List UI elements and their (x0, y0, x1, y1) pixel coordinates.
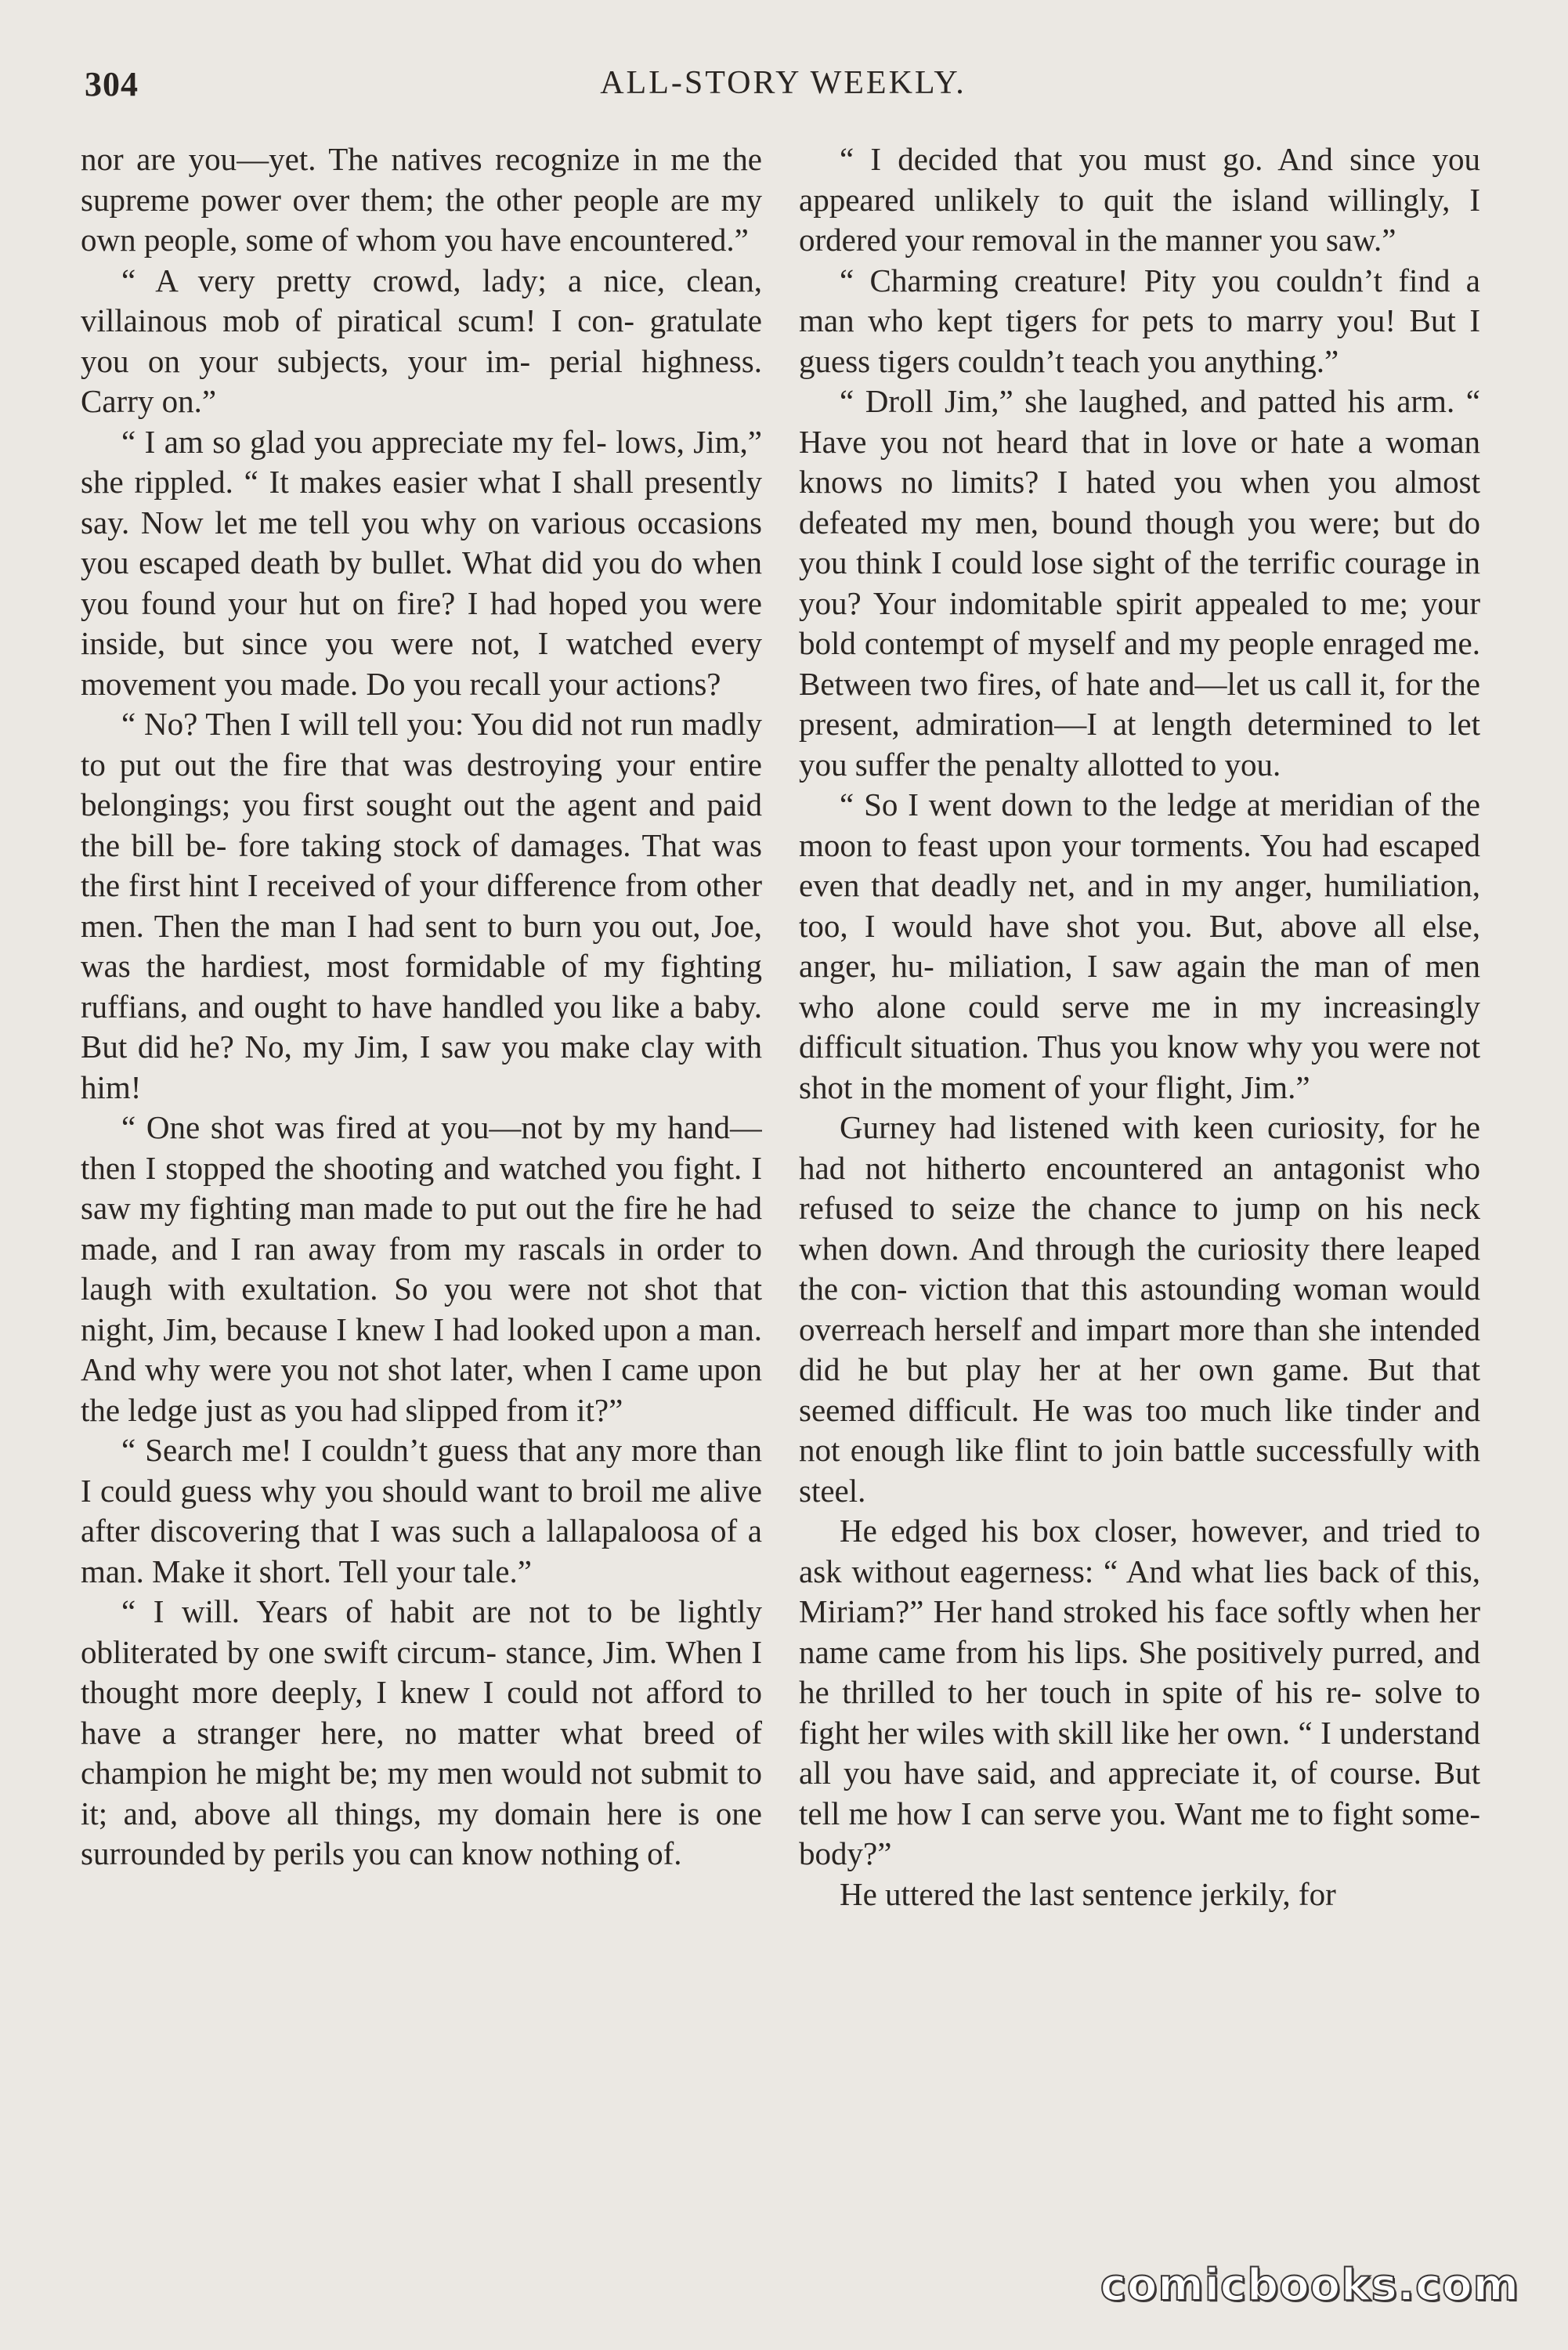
paragraph: “ So I went down to the ledge at meridian of the moon to feast upon your torments. You had escaped even that deadly net, and in my anger, humiliation, too, I would have shot you. But, above all else, anger, hu- miliation, I saw again the man of men who alone could serve me in my increasingly difficult situation. Thus you know why you were not shot in the moment of your flight, Jim.” (799, 786, 1480, 1105)
page-number: 304 (85, 65, 139, 103)
paragraph: He edged his box closer, however, and tried to ask without eagerness: “ And what lies back of this, Miriam?” Her hand stroked his face softly when her name came from his lips. She positively purred, and he thrilled to her touch in spite of his re- solve to fight her wiles with skill like her own. “ I understand all you have said, and appreciate it, of course. But tell me how I can serve you. Want me to fight some- body?” (799, 1513, 1480, 1871)
paragraph: “ I am so glad you appreciate my fel- lows, Jim,” she rippled. “ It makes easier what I shall presently say. Now let me tell you why on various occasions you escaped death by bullet. What did you do when you found your hut on fire? I had hoped you were inside, but since you were not, I watched every movement you made. Do you recall your actions? (81, 423, 762, 702)
paragraph: “ Droll Jim,” she laughed, and patted his arm. “ Have you not heard that in love or hate a woman knows no limits? I hated you when you almost defeated my men, bound though you were; but do you think I could lose sight of the terrific courage in you? Your indomitable spirit appealed to me; your bold contempt of myself and my people enraged me. Between two fires, of hate and—let us call it, for the present, admiration—I at length determined to let you suffer the penalty allotted to you. (799, 383, 1480, 783)
right-column (799, 139, 1480, 2286)
paragraph: He uttered the last sentence jerkily, for (840, 1875, 1336, 1912)
paragraph: “ A very pretty crowd, lady; a nice, clean, villainous mob of piratical scum! I con- gratulate you on your subjects, your im- perial highness. Carry on.” (81, 262, 762, 419)
paragraph: “ Search me! I couldn’t guess that any more than I could guess why you should want to broil me alive after discovering that I was such a lallapaloosa of a man. Make it short. Tell your tale.” (81, 1432, 762, 1589)
running-title: ALL-STORY WEEKLY. (600, 65, 966, 101)
paragraph: “ I will. Years of habit are not to be lightly obliterated by one swift circum- stance, Jim. When I thought more deeply, I knew I could not afford to have a stranger here, no matter what breed of champion he might be; my men would not submit to it; and, above all things, my domain here is one surrounded by perils you can know nothing of. (81, 1593, 762, 1871)
page-header (78, 64, 1488, 119)
paragraph: nor are you—yet. The natives recognize in me the supreme power over them; the other people are my own people, some of whom you have encountered.” (81, 141, 762, 258)
paragraph: “ One shot was fired at you—not by my hand—then I stopped the shooting and watched you fight. I saw my fighting man made to put out the fire he had made, and I ran away from my rascals in order to laugh with exultation. So you were not shot that night, Jim, because I knew I had looked upon a man. And why were you not shot later, when I came upon the ledge just as you had slipped from it?” (81, 1109, 762, 1428)
left-column (81, 139, 762, 2286)
paragraph: Gurney had listened with keen curiosity, for he had not hitherto encountered an antagonist who refused to seize the chance to jump on his neck when down. And through the curiosity there leaped the con- viction that this astounding woman would overreach herself and impart more than she intended did he but play her at her own game. But that seemed difficult. He was too much like tinder and not enough like flint to join battle successfully with steel. (799, 1109, 1480, 1509)
paragraph: “ I decided that you must go. And since you appeared unlikely to quit the island willingly, I ordered your removal in the manner you saw.” (799, 141, 1480, 258)
watermark: comicbooks.com (1100, 2260, 1519, 2311)
paragraph: “ Charming creature! Pity you couldn’t find a man who kept tigers for pets to marry you! But I guess tigers couldn’t teach you anything.” (799, 262, 1480, 379)
paragraph: “ No? Then I will tell you: You did not run madly to put out the fire that was destroying your entire belongings; you first sought out the agent and paid the bill be- fore taking stock of damages. That was the first hint I received of your difference from other men. Then the man I had sent to burn you out, Joe, was the hardiest, most formidable of my fighting ruffians, and ought to have handled you like a baby. But did he? No, my Jim, I saw you make clay with him! (81, 706, 762, 1105)
